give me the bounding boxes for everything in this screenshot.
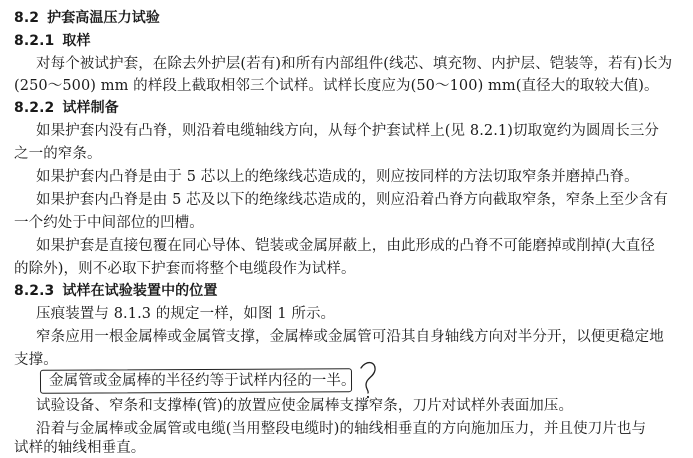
paragraph-line: 试样的轴线相垂直。 — [14, 440, 146, 456]
paragraph-line: 之一的窄条。 — [14, 146, 102, 162]
paragraph-line: (250～500) mm 的样段上截取相邻三个试样。试样长度应为(50～100) mm(直径大的取较大值)。 — [14, 78, 659, 94]
paragraph-line: 如果护套内没有凸脊，则沿着电缆轴线方向，从每个护套试样上(见 8.2.1)切取宽约为圆周长三分 — [36, 123, 660, 139]
section-title: 试样制备 — [62, 100, 119, 116]
section-heading-8-2 — [14, 8, 160, 28]
section-number: 8.2.3 — [14, 283, 55, 299]
paragraph-line: 试验设备、窄条和支撑棒(管)的放置应使金属棒支撑窄条，刀片对试样外表面加压。 — [36, 398, 574, 414]
section-number: 8.2.1 — [14, 33, 55, 49]
section-number: 8.2.2 — [14, 100, 55, 116]
section-title: 试样在试验装置中的位置 — [62, 283, 218, 299]
paragraph-line: 沿着与金属棒或金属管或电缆(当用整段电缆时)的轴线相垂直的方向施加压力，并且使刀片也与 — [36, 421, 647, 437]
section-number: 8.2 — [14, 10, 40, 26]
section-heading-8-2-1 — [14, 31, 91, 51]
paragraph-line: 如果护套是直接包覆在同心导体、铠装或金属屏蔽上，由此形成的凸脊不可能磨掉或削掉(大直径 — [36, 238, 655, 254]
paragraph-line: 一个约处于中间部位的凹槽。 — [14, 215, 204, 231]
section-heading-8-2-3 — [14, 281, 217, 301]
highlighted-paragraph-line: 金属管或金属棒的半径约等于试样内径的一半。 — [49, 373, 356, 389]
paragraph-line: 的除外)，则不必取下护套而将整个电缆段作为试样。 — [14, 261, 356, 277]
paragraph-line: 窄条应用一根金属棒或金属管支撑，金属棒或金属管可沿其自身轴线方向对半分开，以便更稳定地 — [36, 329, 664, 345]
paragraph-line: 压痕装置与 8.1.3 的规定一样，如图 1 所示。 — [36, 306, 336, 322]
section-title: 护套高温压力试验 — [47, 10, 160, 26]
paragraph-line: 对每个被试护套，在除去外护层(若有)和所有内部组件(线芯、填充物、内护层、铠装等，若有)长为 — [36, 56, 673, 72]
paragraph-line: 如果护套内凸脊是由于 5 芯以上的绝缘线芯造成的，则应按同样的方法切取窄条并磨掉凸脊。 — [36, 169, 639, 185]
section-title: 取样 — [62, 33, 91, 49]
section-heading-8-2-2 — [14, 98, 119, 118]
paragraph-line: 如果护套内凸脊是由 5 芯及以下的绝缘线芯造成的，则应沿着凸脊方向截取窄条，窄条上至少含有 — [36, 192, 668, 208]
paragraph-line: 支撑。 — [14, 352, 58, 368]
